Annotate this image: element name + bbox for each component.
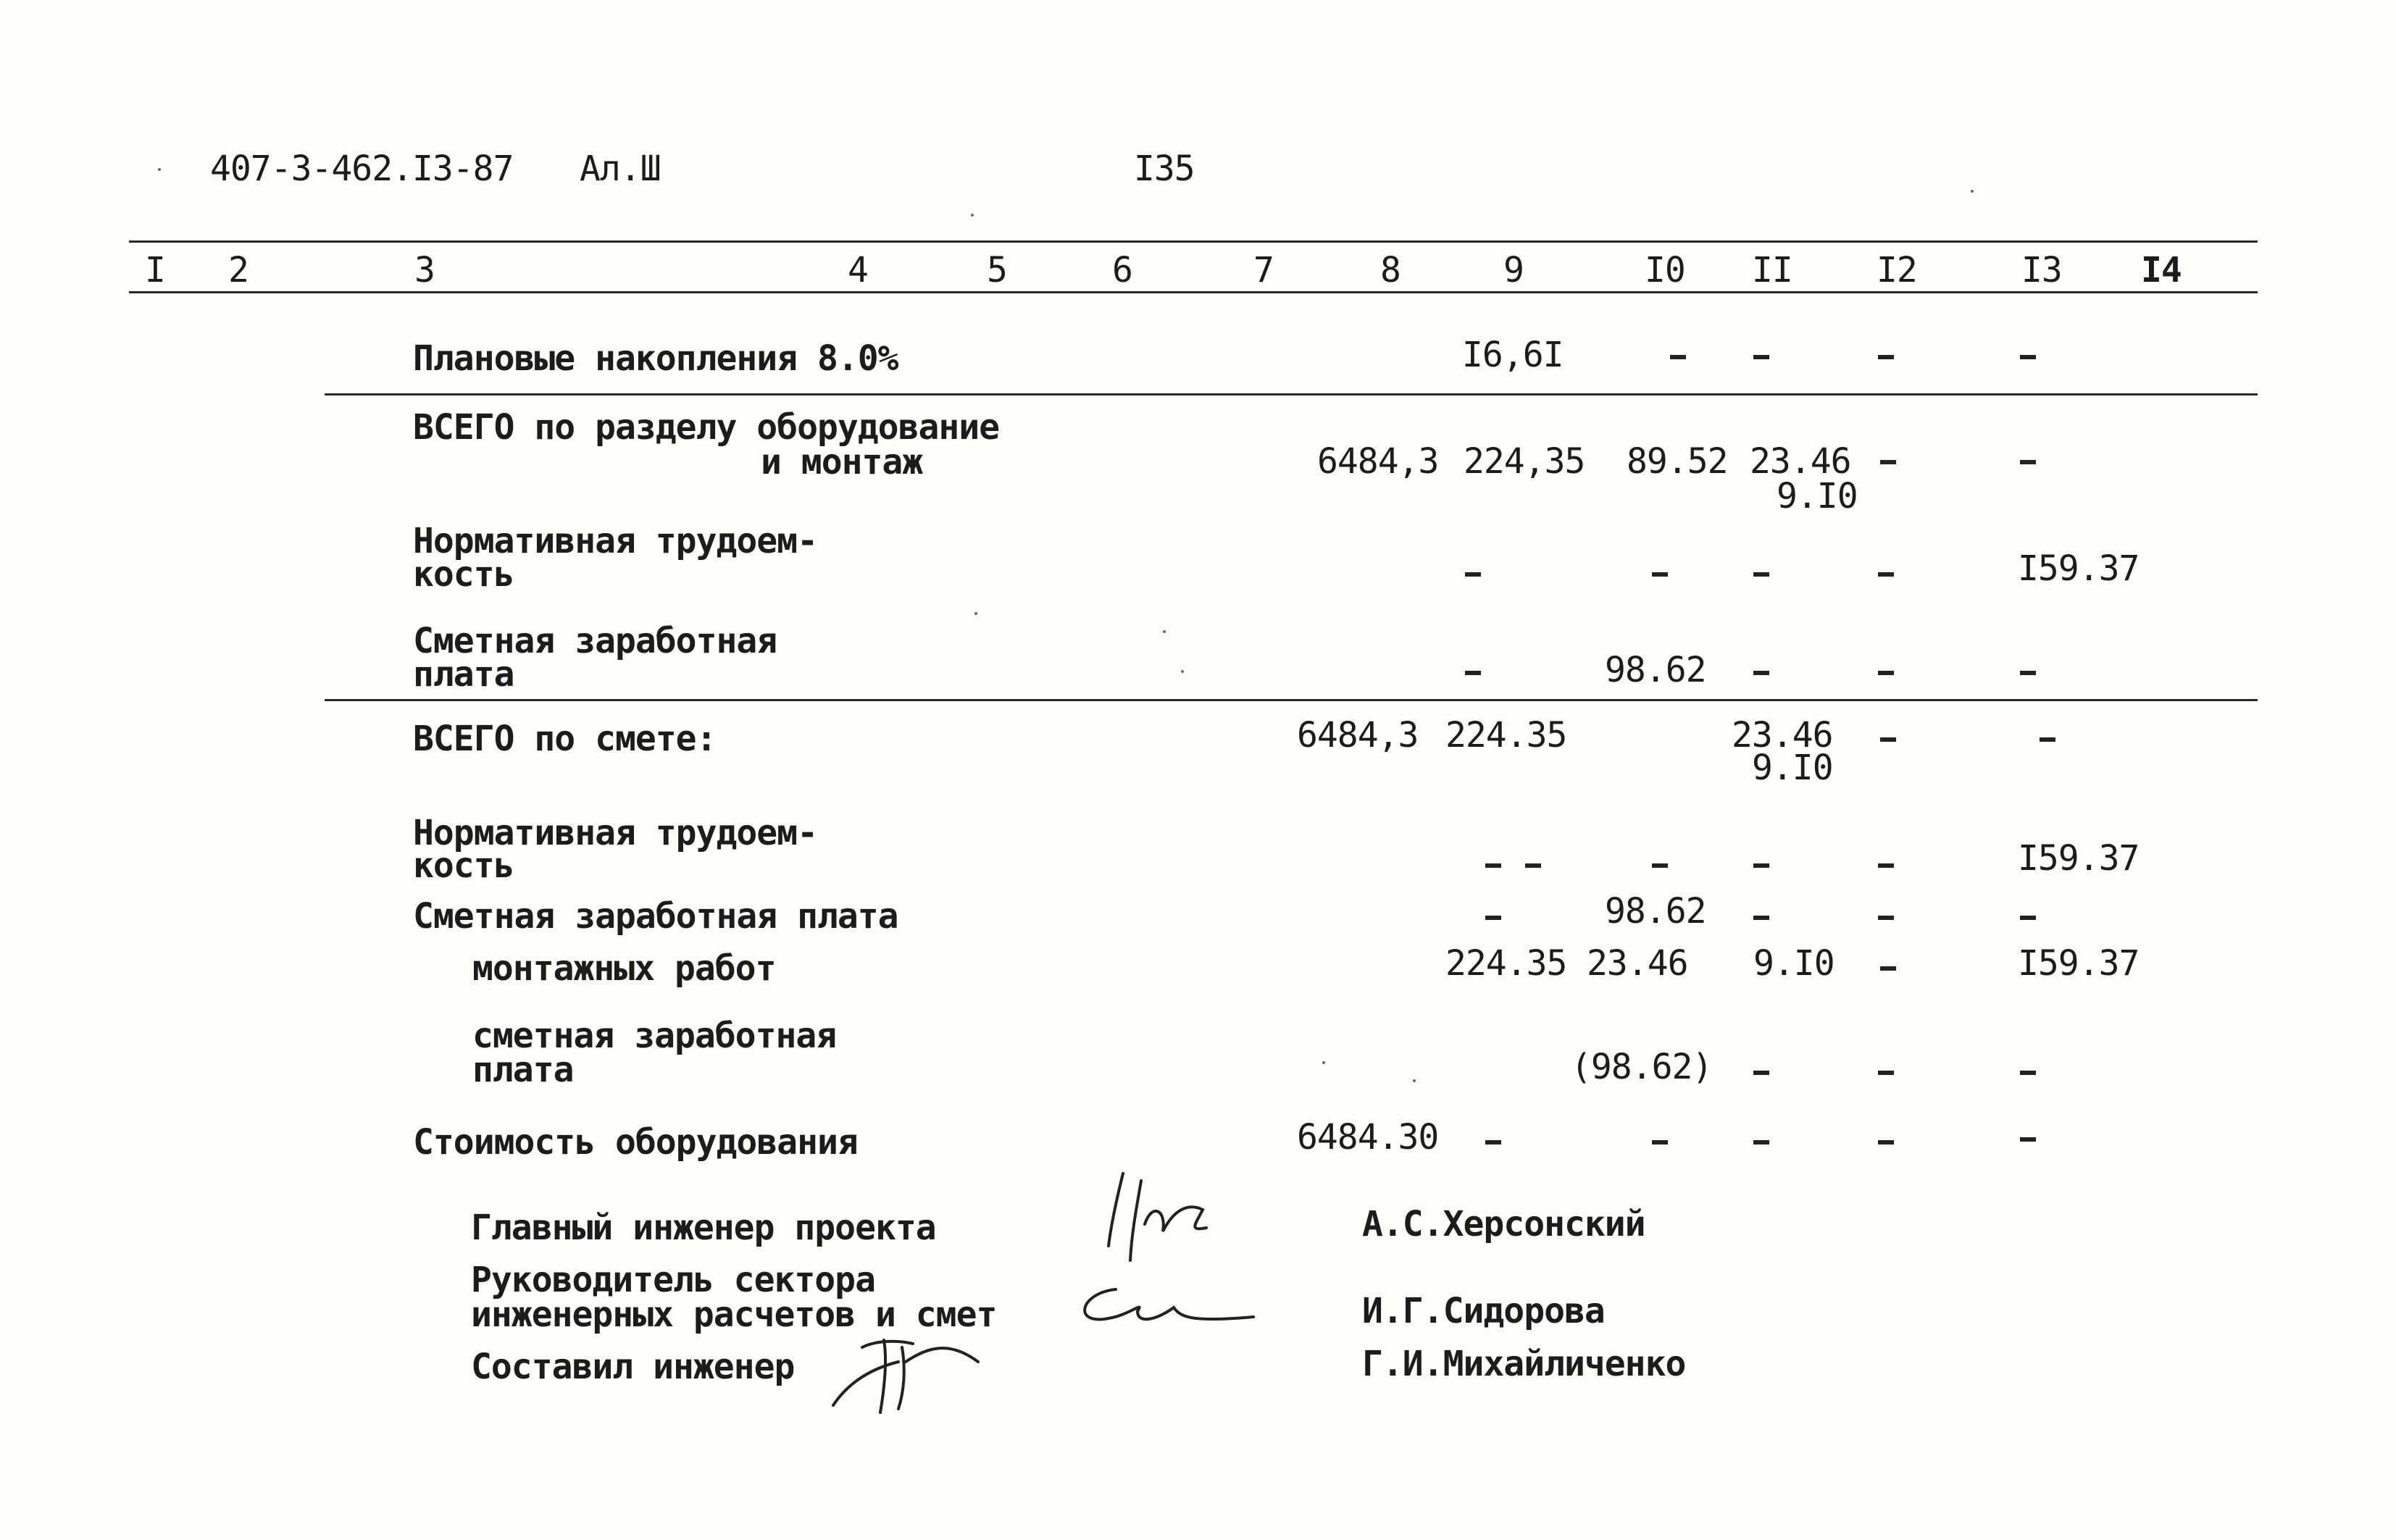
labor-1-label-line1: Нормативная трудоем-: [413, 521, 817, 561]
dash: [1878, 355, 1894, 359]
total-estimate-col11-sub: 9.I0: [1752, 748, 1833, 788]
column-number: I: [145, 250, 165, 290]
dash: [2020, 916, 2036, 920]
dash: [1878, 916, 1894, 920]
installation-col10: 23.46: [1587, 943, 1688, 984]
sector-head-title-line2: инженерных расчетов и смет: [471, 1294, 997, 1335]
dash: [1880, 460, 1896, 464]
labor-2-label-line2: кость: [413, 845, 514, 886]
dash: [1878, 863, 1894, 868]
section-rule: [325, 699, 2258, 701]
dash: [2020, 1071, 2036, 1075]
installation-col13: I59.37: [2018, 943, 2140, 984]
dash: [1753, 863, 1769, 868]
dash: [1465, 671, 1481, 675]
labor-2-label-line1: Нормативная трудоем-: [413, 813, 817, 853]
dash: [1485, 916, 1501, 920]
scan-speck: [1163, 630, 1166, 633]
scan-speck: [1971, 190, 1974, 193]
dash: [1652, 572, 1668, 577]
doc-code: 407-3-462.I3-87: [210, 148, 514, 189]
album-number: Ал.Ш: [580, 148, 661, 189]
dash: [1525, 863, 1541, 868]
dash: [1485, 1140, 1501, 1144]
dash: [2020, 460, 2036, 464]
dash: [2020, 1137, 2036, 1142]
wage-2-col10: 98.62: [1605, 891, 1706, 932]
page-number: I35: [1134, 148, 1195, 189]
column-number: 3: [414, 250, 435, 290]
column-number: I0: [1645, 250, 1685, 290]
column-number: 6: [1112, 250, 1132, 290]
dash: [1753, 1071, 1769, 1075]
wage-3-label-line1: сметная заработная: [472, 1016, 837, 1056]
column-number: II: [1752, 250, 1792, 290]
dash: [1753, 1140, 1769, 1144]
dash: [1878, 1071, 1894, 1075]
dash: [1753, 671, 1769, 675]
planned-savings-col9: I6,6I: [1462, 335, 1564, 375]
compiler-title: Составил инженер: [471, 1347, 795, 1387]
dash: [1465, 572, 1481, 577]
wage-3-label-line2: плата: [472, 1050, 574, 1090]
scan-speck: [1413, 1079, 1416, 1082]
dash: [1878, 671, 1894, 675]
wage-1-label-line1: Сметная заработная: [413, 621, 777, 661]
column-number: 8: [1380, 250, 1401, 290]
total-section-label-line2: и монтаж: [761, 442, 923, 482]
compiler-name: Г.И.Михайличенко: [1362, 1344, 1686, 1384]
scan-speck: [1181, 670, 1184, 673]
total-section-label-line1: ВСЕГО по разделу оборудование: [413, 407, 1000, 448]
total-section-col10: 89.52: [1627, 441, 1728, 482]
sector-head-title-line1: Руководитель сектора: [471, 1260, 875, 1300]
dash: [1670, 355, 1686, 359]
dash: [1878, 1140, 1894, 1144]
scan-speck: [971, 214, 974, 217]
dash: [1878, 572, 1894, 577]
dash: [1753, 916, 1769, 920]
dash: [1652, 863, 1668, 868]
column-number: 2: [228, 250, 249, 290]
column-number: 7: [1253, 250, 1274, 290]
installation-col9: 224.35: [1445, 943, 1567, 984]
installation-label: монтажных работ: [472, 948, 776, 989]
labor-1-label-line2: кость: [413, 554, 514, 595]
total-section-col11: 23.46: [1750, 441, 1851, 482]
scan-speck: [974, 612, 977, 615]
section-rule: [325, 393, 2258, 396]
labor-2-col13: I59.37: [2018, 838, 2140, 879]
equipment-cost-label: Стоимость оборудования: [413, 1122, 858, 1163]
wage-1-col10: 98.62: [1605, 650, 1706, 690]
dash: [1753, 572, 1769, 577]
table-top-rule: [129, 240, 2258, 243]
column-header-rule: [129, 291, 2258, 293]
dash: [2040, 737, 2055, 742]
scan-speck: [158, 168, 161, 171]
chief-engineer-signature: [1080, 1159, 1224, 1275]
dash: [2020, 355, 2036, 359]
chief-engineer-title: Главный инженер проекта: [471, 1208, 936, 1248]
dash: [1753, 355, 1769, 359]
dash: [1880, 737, 1896, 742]
total-section-col11-sub: 9.I0: [1777, 476, 1858, 516]
dash: [1880, 966, 1896, 971]
scan-speck: [1322, 1061, 1325, 1064]
labor-1-col13: I59.37: [2018, 548, 2140, 589]
total-estimate-label: ВСЕГО по смете:: [413, 719, 717, 759]
column-number: 4: [848, 250, 868, 290]
compiler-signature: [819, 1318, 985, 1420]
total-section-col9: 224,35: [1464, 441, 1585, 482]
installation-col11: 9.I0: [1753, 943, 1834, 984]
chief-engineer-name: А.С.Херсонский: [1362, 1204, 1645, 1244]
sector-head-name: И.Г.Сидорова: [1362, 1291, 1605, 1331]
column-number: I2: [1877, 250, 1917, 290]
sector-head-signature: [1065, 1275, 1261, 1340]
equipment-cost-col8: 6484.30: [1297, 1117, 1439, 1158]
planned-savings-label: Плановые накопления 8.0%: [413, 338, 898, 379]
column-number: I3: [2021, 250, 2062, 290]
total-estimate-col9: 224.35: [1445, 715, 1567, 756]
dash: [1485, 863, 1501, 868]
wage-3-col10: (98.62): [1571, 1047, 1713, 1087]
wage-1-label-line2: плата: [413, 654, 514, 695]
total-estimate-col8: 6484,3: [1297, 715, 1419, 756]
dash: [1652, 1140, 1668, 1144]
total-section-col8: 6484,3: [1317, 441, 1439, 482]
total-estimate-col11: 23.46: [1732, 715, 1833, 756]
dash: [2020, 671, 2036, 675]
column-number: 9: [1503, 250, 1524, 290]
column-number: I4: [2141, 250, 2182, 290]
wage-2-label: Сметная заработная плата: [413, 896, 898, 937]
column-number: 5: [987, 250, 1007, 290]
